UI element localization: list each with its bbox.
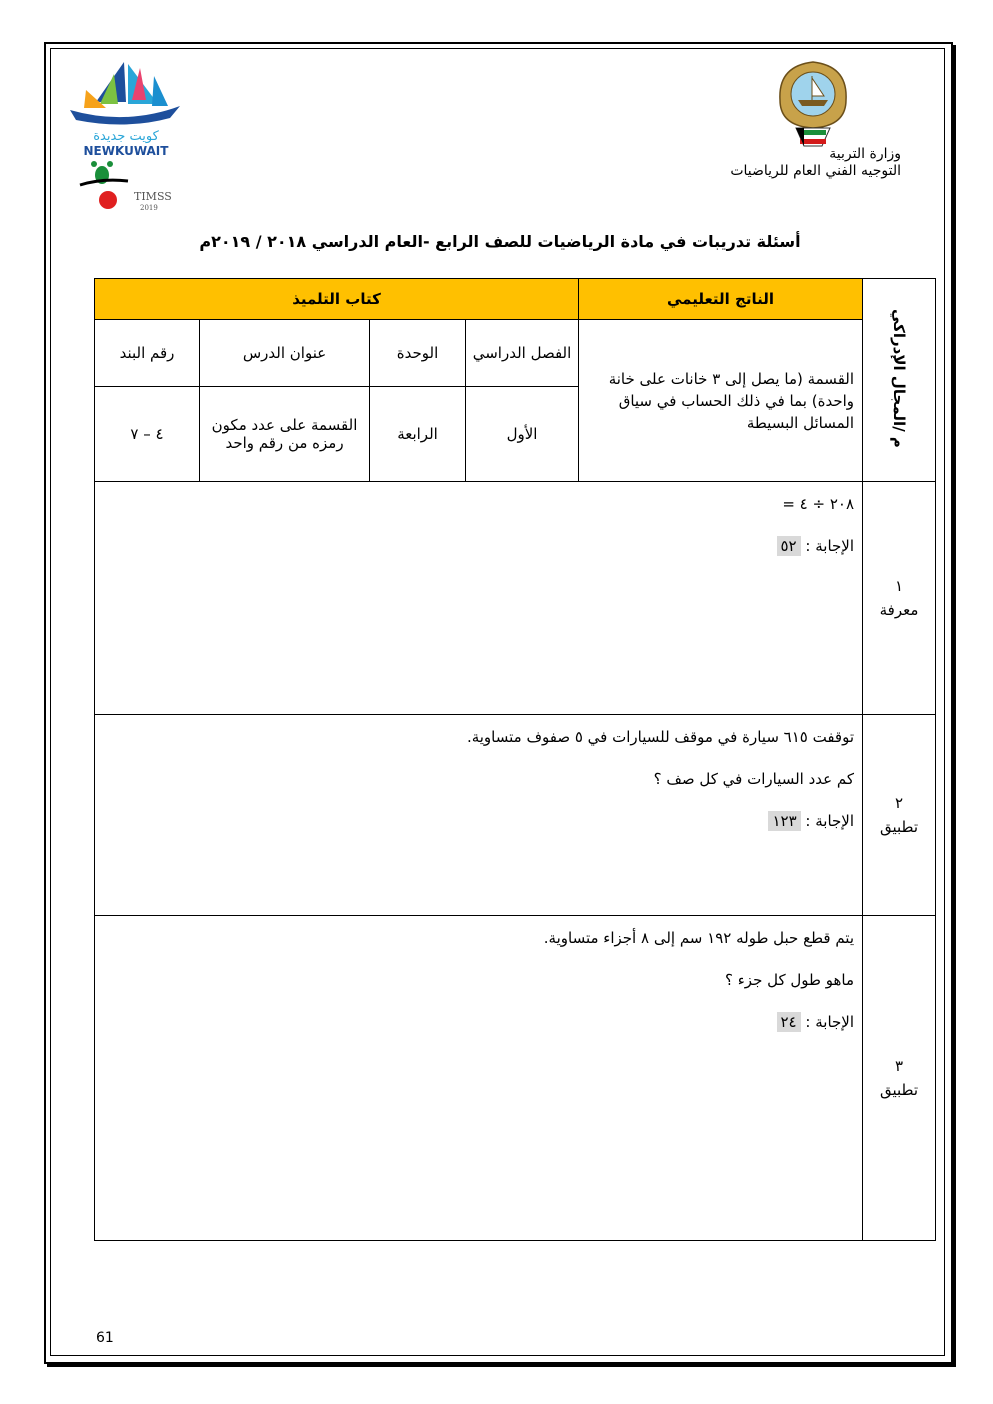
svg-text:كويت جديدة: كويت جديدة [93, 129, 159, 144]
question-text: ماهو طول كل جزء ؟ [725, 971, 855, 989]
question-body [95, 715, 863, 916]
col-lesson: عنوان الدرس [200, 320, 370, 387]
answer-value: ٢٤ [777, 1012, 801, 1032]
question-row [95, 482, 936, 715]
question-text: كم عدد السيارات في كل صف ؟ [653, 770, 855, 788]
lesson-value: القسمة على عدد مكون رمزه من رقم واحد [200, 387, 370, 482]
new-kuwait-logo [66, 60, 186, 215]
answer-line [105, 1012, 854, 1032]
question-number: ١ [894, 577, 904, 595]
book-header: كتاب التلميذ [95, 279, 579, 320]
question-text: ٢٠٨ ÷ ٤ = [782, 495, 855, 513]
question-side [863, 482, 936, 715]
semester-value: الأول [466, 387, 579, 482]
question-domain: معرفة [879, 601, 919, 619]
svg-text:2019: 2019 [140, 204, 158, 212]
item-value: ٤ – ٧ [95, 387, 200, 482]
question-side [863, 715, 936, 916]
question-text: توقفت ٦١٥ سيارة في موقف للسيارات في ٥ صفوف متساوية. [466, 728, 855, 746]
ministry-name: وزارة التربية [829, 146, 901, 162]
answer-line [105, 811, 854, 831]
col-semester: الفصل الدراسي [466, 320, 579, 387]
outcome-header: الناتج التعليمي [579, 279, 863, 320]
department-name: التوجيه الفني العام للرياضيات [730, 163, 901, 179]
answer-value: ١٢٣ [768, 811, 800, 831]
question-row [95, 916, 936, 1241]
question-domain: تطبيق [879, 818, 919, 836]
answer-value: ٥٢ [777, 536, 801, 556]
question-text: يتم قطع حبل طوله ١٩٢ سم إلى ٨ أجزاء متساوية. [543, 929, 855, 947]
page-title: أسئلة تدريبات في مادة الرياضيات للصف الرابع -العام الدراسي ٢٠١٨ / ٢٠١٩م [199, 232, 801, 251]
svg-text:NEWKUWAIT: NEWKUWAIT [83, 144, 169, 158]
questions-table [94, 278, 936, 1241]
answer-label: الإجابة : [805, 812, 855, 830]
side-header: م /المجال الإدراكي [863, 279, 936, 482]
page-number: 61 [96, 1330, 114, 1346]
question-body [95, 916, 863, 1241]
question-row [95, 715, 936, 916]
svg-text:TIMSS: TIMSS [134, 190, 172, 203]
learning-outcome: القسمة (ما يصل إلى ٣ خانات على خانة واحدة) بما في ذلك الحساب في سياق المسائل البسيطة [579, 320, 863, 482]
ministry-header [730, 146, 901, 180]
unit-value: الرابعة [370, 387, 466, 482]
answer-label: الإجابة : [805, 1013, 855, 1031]
col-item: رقم البند [95, 320, 200, 387]
question-side [863, 916, 936, 1241]
answer-line [105, 536, 854, 556]
question-body [95, 482, 863, 715]
question-domain: تطبيق [879, 1081, 919, 1099]
answer-label: الإجابة : [805, 537, 855, 555]
question-number: ٢ [894, 794, 904, 812]
kuwait-emblem [770, 56, 856, 152]
col-unit: الوحدة [370, 320, 466, 387]
question-number: ٣ [894, 1057, 904, 1075]
